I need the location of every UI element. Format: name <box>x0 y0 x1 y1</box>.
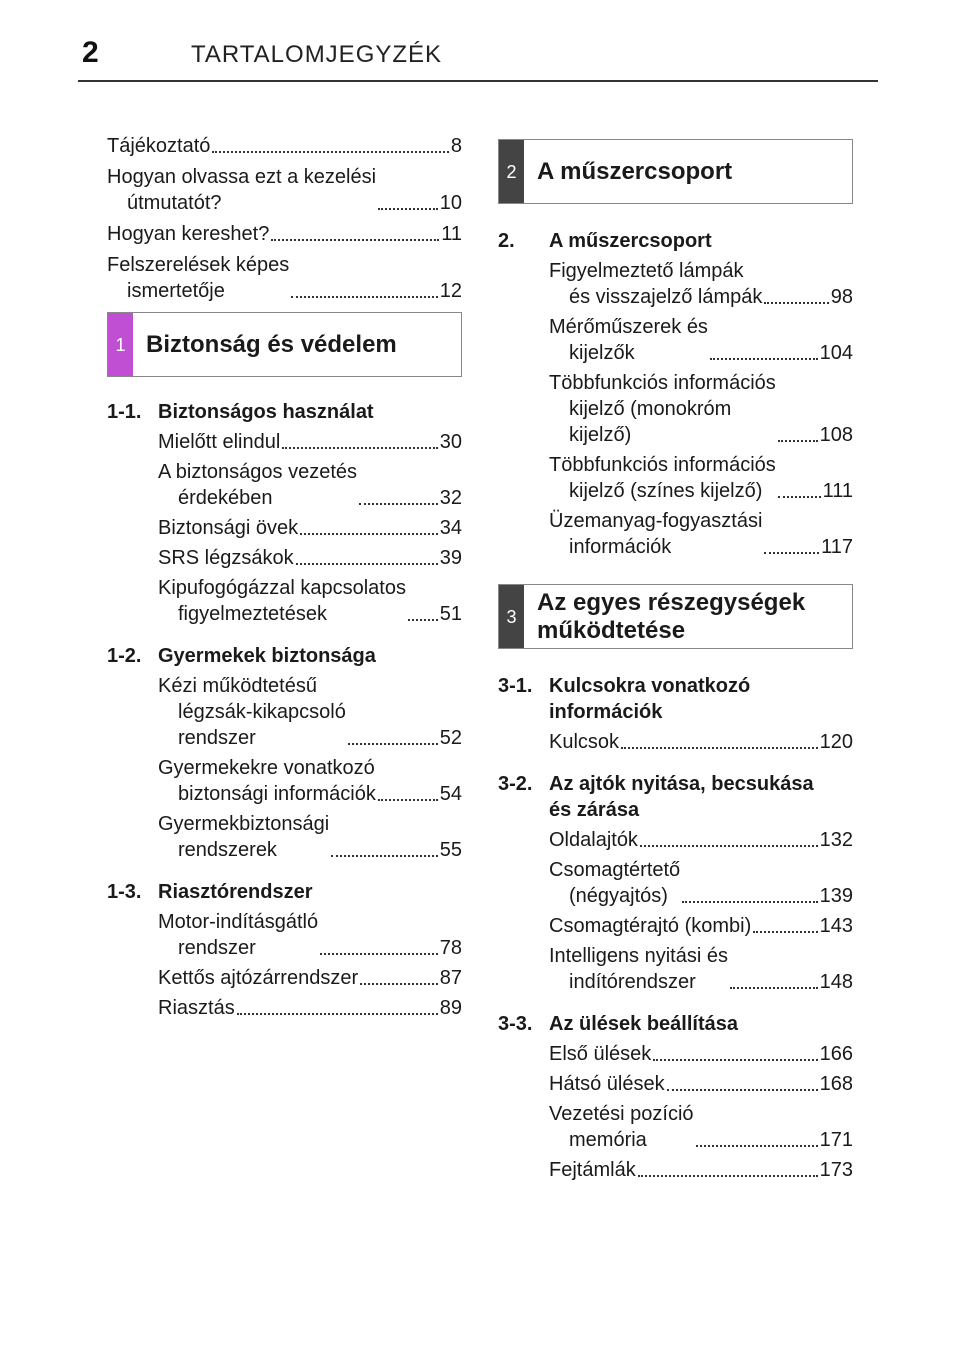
toc-group-title: Az ajtók nyitása, becsukása és zárása <box>549 773 814 821</box>
toc-group-number: 1-2. <box>107 645 142 667</box>
toc-entry-title: Mielőtt elindul <box>158 431 281 453</box>
toc-entry-page: 87 <box>439 967 462 989</box>
toc-group <box>107 399 462 627</box>
section-title: Biztonság és védelem <box>146 330 397 358</box>
leader-dots <box>653 1059 817 1061</box>
leader-dots <box>638 1175 818 1177</box>
toc-entry-title: Gyermekekre vonatkozó biztonsági információk <box>158 757 376 805</box>
toc-entry[interactable] <box>549 314 853 366</box>
toc-entry-page: 171 <box>819 1129 853 1151</box>
toc-entry-title: Hogyan kereshet? <box>107 223 270 245</box>
leader-dots <box>212 151 448 153</box>
toc-group <box>498 771 853 995</box>
toc-entry-title: Kipufogógázzal kapcsolatos figyelmeztetések <box>158 577 406 625</box>
toc-entry-title: Intelligens nyitási és indítórendszer <box>549 945 728 993</box>
leader-dots <box>621 747 818 749</box>
toc-entry[interactable] <box>158 429 462 455</box>
toc-entry-page: 148 <box>819 971 853 993</box>
toc-entry-page: 8 <box>450 135 462 157</box>
toc-entry-page: 51 <box>439 603 462 625</box>
section-header-box <box>498 584 853 649</box>
toc-group-title: Gyermekek biztonsága <box>158 645 376 667</box>
toc-entry-title: Első ülések <box>549 1043 652 1065</box>
intro-toc-list <box>107 133 462 304</box>
leader-dots <box>320 953 438 955</box>
toc-group-items <box>498 729 853 755</box>
toc-group-title: Az ülések beállítása <box>549 1013 738 1035</box>
left-column <box>107 133 462 1021</box>
toc-entry[interactable] <box>107 164 462 216</box>
toc-entry[interactable] <box>158 545 462 571</box>
page-number: 2 <box>82 36 99 69</box>
page-header <box>0 0 960 80</box>
toc-entry-page: 10 <box>439 192 462 214</box>
leader-dots <box>640 845 818 847</box>
toc-entry-title: Csomagtértető (négyajtós) <box>549 859 681 907</box>
toc-entry[interactable] <box>549 913 853 939</box>
section-title: Az egyes részegységek működtetése <box>537 588 806 644</box>
toc-group-title: Biztonságos használat <box>158 401 374 423</box>
toc-entry[interactable] <box>549 1157 853 1183</box>
toc-group-number: 2. <box>498 230 515 252</box>
section-number-tab: 3 <box>499 585 524 648</box>
toc-entry-page: 12 <box>439 280 462 302</box>
toc-entry-title: Biztonsági övek <box>158 517 299 539</box>
toc-entry-page: 111 <box>822 480 853 502</box>
section-title: A műszercsoport <box>537 157 733 185</box>
toc-entry-page: 89 <box>439 997 462 1019</box>
toc-entry[interactable] <box>549 827 853 853</box>
toc-entry-page: 117 <box>821 536 853 558</box>
toc-entry-title: Riasztás <box>158 997 235 1019</box>
toc-entry-title: Kulcsok <box>549 731 620 753</box>
toc-entry[interactable] <box>549 1041 853 1067</box>
toc-group-items <box>498 827 853 995</box>
toc-entry-title: Többfunkciós információs kijelző (színes kijelző) <box>549 454 776 502</box>
toc-entry-title: SRS légzsákok <box>158 547 294 569</box>
toc-group-title: Riasztórendszer <box>158 881 313 903</box>
section-header-box <box>107 312 462 377</box>
toc-group <box>498 228 853 560</box>
toc-entry[interactable] <box>158 515 462 541</box>
toc-entry[interactable] <box>549 729 853 755</box>
toc-group-title: Kulcsokra vonatkozó információk <box>549 675 751 723</box>
toc-entry-title: Hogyan olvassa ezt a kezelési útmutatót? <box>107 166 377 214</box>
toc-entry-page: 143 <box>819 915 853 937</box>
toc-group-number: 1-3. <box>107 881 142 903</box>
leader-dots <box>237 1013 438 1015</box>
toc-group-number: 3-1. <box>498 675 533 697</box>
toc-entry-title: Motor-indításgátló rendszer <box>158 911 319 959</box>
toc-entry-page: 168 <box>819 1073 853 1095</box>
toc-entry-page: 55 <box>439 839 462 861</box>
leader-dots <box>282 447 437 449</box>
leader-dots <box>271 239 439 241</box>
toc-group-heading[interactable] <box>498 771 853 823</box>
header-divider <box>78 80 878 82</box>
toc-entry[interactable] <box>158 811 462 863</box>
leader-dots <box>291 296 437 298</box>
toc-entry[interactable] <box>107 133 462 159</box>
toc-group <box>498 673 853 755</box>
toc-entry-title: Mérőműszerek és kijelzők <box>549 316 708 364</box>
toc-group-heading[interactable] <box>107 399 462 425</box>
toc-group-items <box>107 673 462 863</box>
toc-entry-title: Üzemanyag-fogyasztási információk <box>549 510 763 558</box>
leader-dots <box>778 440 818 442</box>
toc-entry-title: Tájékoztató <box>107 135 211 157</box>
toc-entry-title: Gyermekbiztonsági rendszerek <box>158 813 330 861</box>
header-title: TARTALOMJEGYZÉK <box>191 41 443 68</box>
leader-dots <box>778 496 821 498</box>
toc-group-heading[interactable] <box>107 879 462 905</box>
toc-group-title: A műszercsoport <box>549 230 712 252</box>
toc-group-items <box>498 1041 853 1183</box>
toc-entry-title: Hátsó ülések <box>549 1073 665 1095</box>
toc-entry[interactable] <box>107 252 462 304</box>
toc-entry[interactable] <box>158 459 462 511</box>
toc-entry-page: 120 <box>819 731 853 753</box>
leader-dots <box>378 799 438 801</box>
toc-entry[interactable] <box>549 857 853 909</box>
toc-entry-title: Figyelmeztető lámpák és visszajelző lámpák <box>549 260 763 308</box>
toc-group <box>498 1011 853 1183</box>
toc-entry-title: Fejtámlák <box>549 1159 636 1181</box>
toc-entry-title: Többfunkciós információs kijelző (monokróm kijelző) <box>549 372 776 446</box>
toc-group-heading[interactable] <box>498 228 853 254</box>
toc-group <box>107 879 462 1021</box>
leader-dots <box>730 987 818 989</box>
leader-dots <box>296 563 438 565</box>
toc-entry[interactable] <box>549 943 853 995</box>
leader-dots <box>682 901 817 903</box>
leader-dots <box>667 1089 818 1091</box>
toc-entry[interactable] <box>549 1101 853 1153</box>
toc-group-items <box>498 258 853 560</box>
section-1 <box>107 312 462 1021</box>
toc-group-heading[interactable] <box>498 673 853 725</box>
section-number-tab: 2 <box>499 140 524 203</box>
leader-dots <box>753 931 817 933</box>
toc-group-heading[interactable] <box>107 643 462 669</box>
toc-group <box>107 643 462 863</box>
toc-entry-page: 173 <box>819 1159 853 1181</box>
toc-entry-page: 52 <box>439 727 462 749</box>
section-2 <box>498 139 853 560</box>
toc-entry-page: 104 <box>819 342 853 364</box>
toc-group-number: 3-3. <box>498 1013 533 1035</box>
leader-dots <box>710 358 818 360</box>
toc-entry-title: Oldalajtók <box>549 829 638 851</box>
toc-entry-title: Csomagtérajtó (kombi) <box>549 915 752 937</box>
toc-entry[interactable] <box>549 508 853 560</box>
toc-entry[interactable] <box>107 221 462 247</box>
section-header-box <box>498 139 853 204</box>
toc-group-items <box>107 429 462 627</box>
leader-dots <box>331 855 438 857</box>
toc-entry-title: A biztonságos vezetés érdekében <box>158 461 358 509</box>
leader-dots <box>359 503 438 505</box>
toc-entry[interactable] <box>549 452 853 504</box>
toc-entry[interactable] <box>158 755 462 807</box>
leader-dots <box>360 983 438 985</box>
leader-dots <box>764 552 819 554</box>
toc-entry-page: 166 <box>819 1043 853 1065</box>
toc-entry[interactable] <box>549 258 853 310</box>
leader-dots <box>348 743 438 745</box>
toc-group-number: 3-2. <box>498 773 533 795</box>
toc-entry-page: 34 <box>439 517 462 539</box>
leader-dots <box>408 619 438 621</box>
section-number-tab: 1 <box>108 313 133 376</box>
toc-entry[interactable] <box>158 965 462 991</box>
leader-dots <box>300 533 438 535</box>
leader-dots <box>764 302 828 304</box>
toc-entry[interactable] <box>549 1071 853 1097</box>
toc-entry-page: 39 <box>439 547 462 569</box>
toc-entry-page: 54 <box>439 783 462 805</box>
toc-entry-page: 139 <box>819 885 853 907</box>
toc-entry-title: Kézi működtetésű légzsák-kikapcsoló rendszer <box>158 675 346 749</box>
toc-entry-page: 32 <box>439 487 462 509</box>
leader-dots <box>378 208 438 210</box>
toc-group-number: 1-1. <box>107 401 142 423</box>
toc-entry-page: 30 <box>439 431 462 453</box>
toc-entry[interactable] <box>158 673 462 751</box>
toc-entry-page: 78 <box>439 937 462 959</box>
toc-entry-page: 132 <box>819 829 853 851</box>
toc-entry-page: 108 <box>819 424 853 446</box>
toc-entry-title: Felszerelések képes ismertetője <box>107 254 290 302</box>
toc-entry[interactable] <box>158 909 462 961</box>
toc-entry-title: Vezetési pozíció memória <box>549 1103 694 1151</box>
toc-entry[interactable] <box>158 995 462 1021</box>
toc-entry-page: 98 <box>830 286 853 308</box>
toc-entry[interactable] <box>158 575 462 627</box>
leader-dots <box>696 1145 818 1147</box>
section-3 <box>498 584 853 1183</box>
toc-entry[interactable] <box>549 370 853 448</box>
toc-group-items <box>107 909 462 1021</box>
right-column <box>498 139 853 1183</box>
toc-entry-title: Kettős ajtózárrendszer <box>158 967 359 989</box>
toc-entry-page: 11 <box>441 223 462 245</box>
toc-group-heading[interactable] <box>498 1011 853 1037</box>
